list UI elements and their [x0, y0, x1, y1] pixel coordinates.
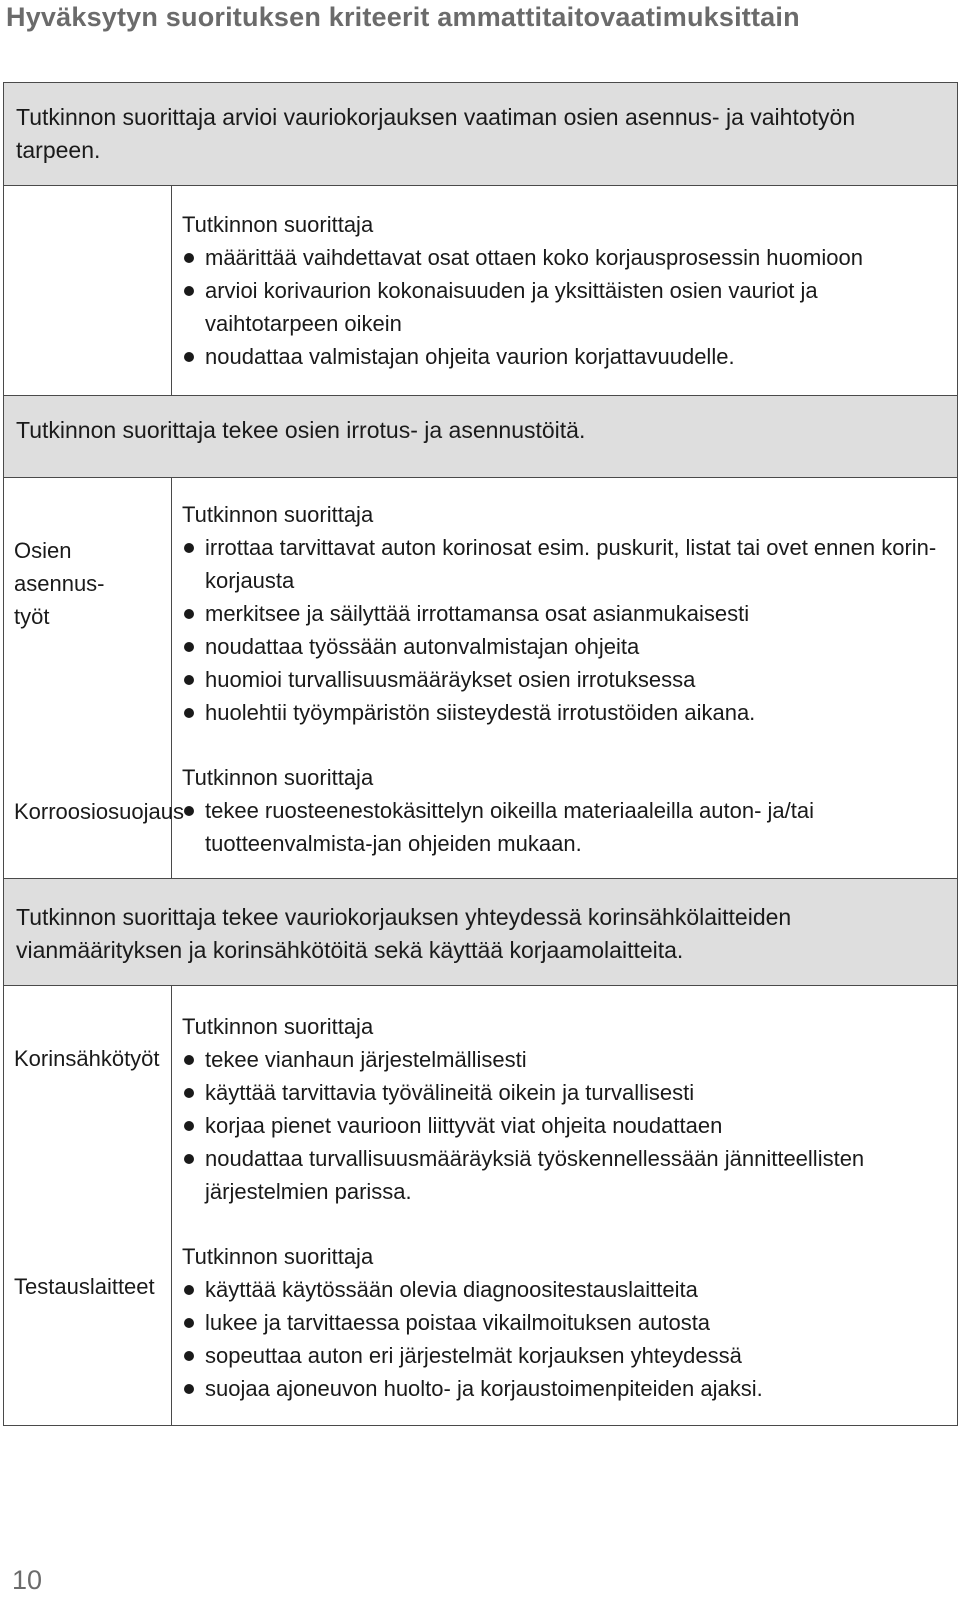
page-title: Hyväksytyn suorituksen kriteerit ammattitaitovaatimuksittain — [6, 2, 800, 32]
row-label-osien-asennustyot: Osien asennus- työt — [14, 538, 105, 629]
row-label-testauslaitteet: Testauslaitteet — [14, 1274, 155, 1299]
section-heading-row — [4, 879, 958, 986]
list-item: merkitsee ja säilyttää irrottamansa osat asianmukaisesti — [182, 597, 943, 630]
row-labels — [4, 986, 172, 1426]
criteria-content — [172, 186, 958, 396]
page-number: 10 — [12, 1565, 43, 1595]
list-item: huolehtii työympäristön siisteydestä irrotustöiden aikana. — [182, 696, 943, 729]
group-heading: Tutkinnon suorittaja — [182, 212, 374, 237]
row-label — [4, 186, 172, 396]
list-item: käyttää tarvittavia työvälineitä oikein ja turvallisesti — [182, 1076, 943, 1109]
criteria-row — [4, 186, 958, 396]
list-item: tekee ruosteenestokäsittelyn oikeilla materiaaleilla auton- ja/tai tuotteenvalmista-jan ohjeiden mukaan. — [182, 794, 943, 860]
list-item: käyttää käytössään olevia diagnoositestauslaitteita — [182, 1273, 943, 1306]
criteria-list — [182, 241, 943, 373]
list-item: määrittää vaihdettavat osat ottaen koko korjausprosessin huomioon — [182, 241, 943, 274]
group-heading: Tutkinnon suorittaja — [182, 765, 374, 790]
section-heading: Tutkinnon suorittaja tekee vauriokorjauksen yhteydessä korinsähkölaitteiden vianmäärityksen ja korinsähkötöitä sekä käyttää korjaamolaitteita. — [4, 879, 958, 986]
list-item: sopeuttaa auton eri järjestelmät korjauksen yhteydessä — [182, 1339, 943, 1372]
row-label-korroosiosuojaus: Korroosiosuojaus — [14, 799, 184, 824]
section-heading-row — [4, 396, 958, 478]
group-heading: Tutkinnon suorittaja — [182, 1014, 374, 1039]
section-heading: Tutkinnon suorittaja arvioi vauriokorjauksen vaatiman osien asennus- ja vaihtotyön tarpeen. — [4, 83, 958, 186]
criteria-table — [3, 82, 958, 1426]
list-item: irrottaa tarvittavat auton korinosat esim. puskurit, listat tai ovet ennen korin-korjausta — [182, 531, 943, 597]
list-item: noudattaa turvallisuusmääräyksiä työskennellessään jännitteellisten järjestelmien parissa. — [182, 1142, 943, 1208]
section-heading-row — [4, 83, 958, 186]
group-heading: Tutkinnon suorittaja — [182, 1244, 374, 1269]
criteria-group — [182, 498, 943, 729]
row-labels — [4, 478, 184, 879]
list-item: tekee vianhaun järjestelmällisesti — [182, 1043, 943, 1076]
criteria-group — [182, 1010, 943, 1208]
group-heading: Tutkinnon suorittaja — [182, 502, 374, 527]
criteria-group — [182, 208, 943, 373]
criteria-list — [182, 794, 943, 860]
section-heading: Tutkinnon suorittaja tekee osien irrotus- ja asennustöitä. — [4, 396, 958, 478]
criteria-list — [182, 531, 943, 729]
row-label-korinsahkotyot: Korinsähkötyöt — [14, 1046, 160, 1071]
criteria-list — [182, 1273, 943, 1405]
criteria-content — [172, 986, 958, 1426]
list-item: korjaa pienet vaurioon liittyvät viat ohjeita noudattaen — [182, 1109, 943, 1142]
criteria-row — [4, 986, 958, 1426]
criteria-group — [182, 1240, 943, 1405]
list-item: arvioi korivaurion kokonaisuuden ja yksittäisten osien vauriot ja vaihtotarpeen oikein — [182, 274, 943, 340]
list-item: noudattaa valmistajan ohjeita vaurion korjattavuudelle. — [182, 340, 943, 373]
list-item: noudattaa työssään autonvalmistajan ohjeita — [182, 630, 943, 663]
criteria-row — [4, 478, 958, 879]
criteria-group — [182, 761, 943, 860]
list-item: suojaa ajoneuvon huolto- ja korjaustoimenpiteiden ajaksi. — [182, 1372, 943, 1405]
list-item: lukee ja tarvittaessa poistaa vikailmoituksen autosta — [182, 1306, 943, 1339]
criteria-list — [182, 1043, 943, 1208]
criteria-content — [172, 478, 958, 879]
list-item: huomioi turvallisuusmääräykset osien irrotuksessa — [182, 663, 943, 696]
